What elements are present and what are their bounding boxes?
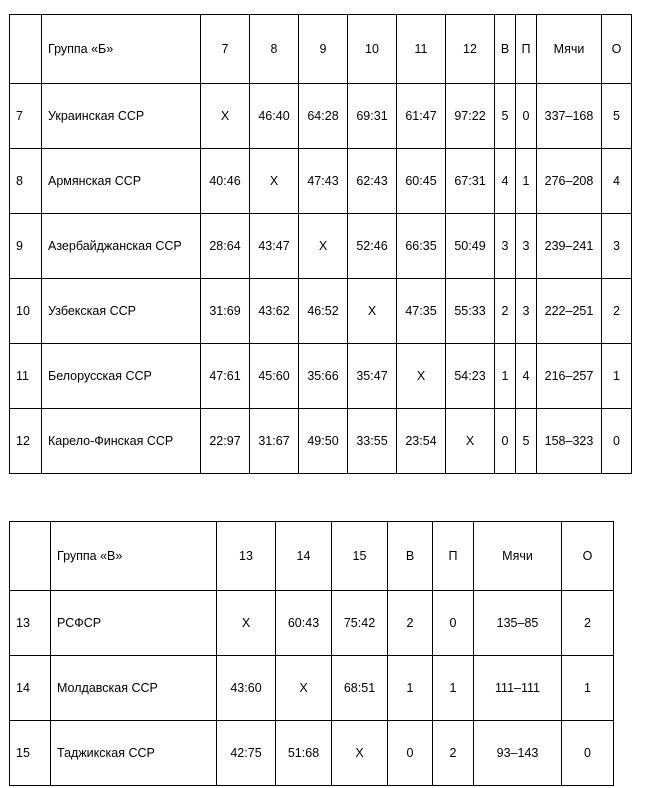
header-cell: 12	[446, 15, 495, 84]
header-cell	[10, 15, 42, 84]
header-cell: 13	[217, 522, 276, 591]
table-cell: Молдавская ССР	[51, 656, 217, 721]
table-cell: 61:47	[397, 84, 446, 149]
table-cell: 42:75	[217, 721, 276, 786]
table-cell: 43:60	[217, 656, 276, 721]
table-cell: 75:42	[332, 591, 388, 656]
table-cell: 0	[562, 721, 614, 786]
table-cell: 5	[495, 84, 516, 149]
table-cell: 1	[602, 344, 632, 409]
table-cell: 50:49	[446, 214, 495, 279]
table-cell: 9	[10, 214, 42, 279]
table-cell: 40:46	[201, 149, 250, 214]
table-cell: 52:46	[348, 214, 397, 279]
table-cell: 0	[433, 591, 474, 656]
table-cell: 64:28	[299, 84, 348, 149]
table-cell: Азербайджанская ССР	[42, 214, 201, 279]
table-cell: Х	[276, 656, 332, 721]
table-cell: 111–111	[474, 656, 562, 721]
table-cell: Таджикская ССР	[51, 721, 217, 786]
table-cell: 0	[602, 409, 632, 474]
table-cell: 14	[10, 656, 51, 721]
table-cell: 10	[10, 279, 42, 344]
header-cell: 10	[348, 15, 397, 84]
table-cell: 31:67	[250, 409, 299, 474]
table-cell: 1	[433, 656, 474, 721]
table-cell: 69:31	[348, 84, 397, 149]
table-cell: 3	[516, 279, 537, 344]
table-row	[10, 214, 632, 279]
table-cell: Армянская ССР	[42, 149, 201, 214]
table-cell: Х	[397, 344, 446, 409]
table-cell: 66:35	[397, 214, 446, 279]
table-cell: 1	[495, 344, 516, 409]
table-cell: 43:62	[250, 279, 299, 344]
table-cell: 55:33	[446, 279, 495, 344]
table-cell: РСФСР	[51, 591, 217, 656]
table-cell: Белорусская ССР	[42, 344, 201, 409]
table-cell: 2	[562, 591, 614, 656]
group-v-table	[9, 521, 614, 786]
table-cell: 35:66	[299, 344, 348, 409]
table-cell: 97:22	[446, 84, 495, 149]
header-cell: 8	[250, 15, 299, 84]
table-cell: 22:97	[201, 409, 250, 474]
table-cell: 12	[10, 409, 42, 474]
table-cell: 62:43	[348, 149, 397, 214]
header-cell: Группа «В»	[51, 522, 217, 591]
table-row	[10, 279, 632, 344]
table-cell: 222–251	[537, 279, 602, 344]
table-cell: 54:23	[446, 344, 495, 409]
table-row	[10, 409, 632, 474]
table-cell: 31:69	[201, 279, 250, 344]
table-cell: 60:45	[397, 149, 446, 214]
table-cell: 8	[10, 149, 42, 214]
table-cell: 239–241	[537, 214, 602, 279]
header-cell: Мячи	[537, 15, 602, 84]
table-cell: 0	[388, 721, 433, 786]
table-cell: 3	[495, 214, 516, 279]
table-cell: 15	[10, 721, 51, 786]
table-cell: 43:47	[250, 214, 299, 279]
group-b-table	[9, 14, 632, 474]
table-cell: 4	[495, 149, 516, 214]
header-cell: 7	[201, 15, 250, 84]
header-cell: Мячи	[474, 522, 562, 591]
header-cell: 9	[299, 15, 348, 84]
table-cell: 45:60	[250, 344, 299, 409]
table-cell: 28:64	[201, 214, 250, 279]
header-cell	[10, 522, 51, 591]
header-cell: В	[388, 522, 433, 591]
table-cell: 47:43	[299, 149, 348, 214]
table-cell: 1	[562, 656, 614, 721]
header-row	[10, 522, 614, 591]
table-cell: 1	[516, 149, 537, 214]
table-cell: 67:31	[446, 149, 495, 214]
table-cell: Х	[446, 409, 495, 474]
table-cell: Украинская ССР	[42, 84, 201, 149]
table-cell: 3	[516, 214, 537, 279]
table-cell: 5	[602, 84, 632, 149]
table-cell: 23:54	[397, 409, 446, 474]
table-cell: 0	[516, 84, 537, 149]
header-cell: 11	[397, 15, 446, 84]
table-cell: 46:52	[299, 279, 348, 344]
table-cell: 216–257	[537, 344, 602, 409]
table-cell: 46:40	[250, 84, 299, 149]
table-cell: 4	[602, 149, 632, 214]
table-row	[10, 721, 614, 786]
table-cell: 135–85	[474, 591, 562, 656]
header-cell: 14	[276, 522, 332, 591]
table-cell: Х	[348, 279, 397, 344]
table-cell: 2	[388, 591, 433, 656]
table-cell: 2	[495, 279, 516, 344]
table-cell: Узбекская ССР	[42, 279, 201, 344]
table-row	[10, 344, 632, 409]
table-cell: 60:43	[276, 591, 332, 656]
header-row	[10, 15, 632, 84]
table-cell: Х	[201, 84, 250, 149]
table-cell: 47:35	[397, 279, 446, 344]
table-row	[10, 84, 632, 149]
table-cell: 7	[10, 84, 42, 149]
table-cell: Х	[217, 591, 276, 656]
table-cell: 2	[433, 721, 474, 786]
table-cell: 276–208	[537, 149, 602, 214]
table-cell: 0	[495, 409, 516, 474]
table-cell: Х	[250, 149, 299, 214]
header-cell: 15	[332, 522, 388, 591]
table-cell: Х	[299, 214, 348, 279]
table-cell: 51:68	[276, 721, 332, 786]
table-row	[10, 656, 614, 721]
table-cell: 4	[516, 344, 537, 409]
header-cell: П	[433, 522, 474, 591]
table-cell: 3	[602, 214, 632, 279]
header-cell: П	[516, 15, 537, 84]
table-cell: 337–168	[537, 84, 602, 149]
header-cell: О	[562, 522, 614, 591]
table-cell: 68:51	[332, 656, 388, 721]
header-cell: О	[602, 15, 632, 84]
table-cell: 33:55	[348, 409, 397, 474]
table-cell: Карело-Финская ССР	[42, 409, 201, 474]
table-cell: 35:47	[348, 344, 397, 409]
table-row	[10, 591, 614, 656]
table-row	[10, 149, 632, 214]
table-cell: Х	[332, 721, 388, 786]
table-cell: 13	[10, 591, 51, 656]
table-cell: 1	[388, 656, 433, 721]
table-cell: 11	[10, 344, 42, 409]
table-cell: 2	[602, 279, 632, 344]
header-cell: Группа «Б»	[42, 15, 201, 84]
table-cell: 158–323	[537, 409, 602, 474]
table-cell: 93–143	[474, 721, 562, 786]
header-cell: В	[495, 15, 516, 84]
table-cell: 5	[516, 409, 537, 474]
table-cell: 47:61	[201, 344, 250, 409]
table-cell: 49:50	[299, 409, 348, 474]
